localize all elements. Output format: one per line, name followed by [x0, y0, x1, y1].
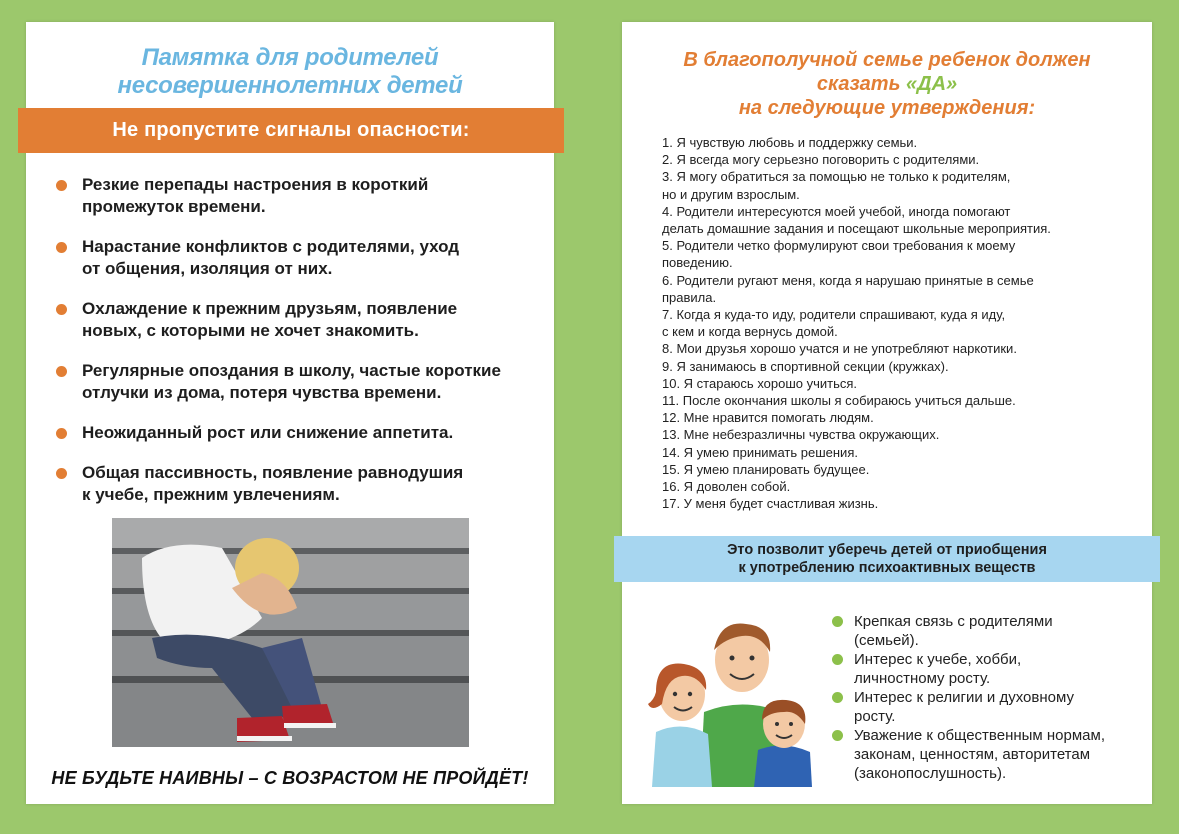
- teen-photo: [112, 518, 469, 747]
- protection-banner: [614, 536, 1160, 582]
- signal-item: Охлаждение к прежним друзьям, появление новых, с которыми не хочет знакомить.: [56, 298, 546, 342]
- statement-item: 17. У меня будет счастливая жизнь.: [662, 496, 879, 512]
- bullet-dot: [56, 366, 67, 377]
- bullet-dot: [56, 242, 67, 253]
- left-title: [26, 44, 554, 100]
- protection-banner-line2: к употреблению психоактивных веществ: [738, 560, 1036, 576]
- green-bullet-dot: [832, 692, 843, 703]
- statement-item: 9. Я занимаюсь в спортивной секции (кружках).: [662, 358, 949, 374]
- green-bullet-dot: [832, 654, 843, 665]
- green-bullet-dot: [832, 730, 843, 741]
- benefits-list: [828, 612, 1128, 783]
- stairs-photo-icon: [112, 518, 469, 747]
- statement-item: 2. Я всегда могу серьезно поговорить с родителями.: [662, 152, 980, 168]
- statement-item: 10. Я стараюсь хорошо учиться.: [662, 375, 858, 391]
- right-title-line1: В благополучной семье ребенок должен: [683, 49, 1091, 71]
- signal-item: Регулярные опоздания в школу, частые короткие отлучки из дома, потеря чувства времени.: [56, 360, 546, 404]
- benefit-item: Интерес к религии и духовному росту.: [828, 688, 1128, 726]
- bullet-dot: [56, 180, 67, 191]
- statement-item: 7. Когда я куда-то иду, родители спрашивают, куда я иду, с кем и когда вернусь домой.: [662, 307, 1006, 340]
- green-bullet-dot: [832, 616, 843, 627]
- signal-item: Общая пассивность, появление равнодушия к учебе, прежним увлечениям.: [56, 462, 546, 506]
- family-icon: [642, 612, 822, 787]
- yes-word: «ДА»: [906, 73, 958, 95]
- benefit-item: Крепкая связь с родителями (семьей).: [828, 612, 1128, 650]
- right-title-line3: на следующие утверждения:: [738, 97, 1036, 119]
- right-panel: [622, 22, 1152, 804]
- bullet-dot: [56, 428, 67, 439]
- statement-item: 12. Мне нравится помогать людям.: [662, 410, 874, 426]
- signal-item: Неожиданный рост или снижение аппетита.: [56, 422, 546, 444]
- right-title-line2: сказать «ДА»: [816, 73, 958, 95]
- statement-item: 8. Мои друзья хорошо учатся и не употребляют наркотики.: [662, 341, 1017, 357]
- statement-item: 15. Я умею планировать будущее.: [662, 461, 870, 477]
- left-title-line2: несовершеннолетних детей: [117, 72, 463, 99]
- statements-list: [662, 134, 1137, 512]
- left-title-line1: Памятка для родителей: [141, 44, 439, 71]
- footer-warning: НЕ БУДЬТЕ НАИВНЫ – С ВОЗРАСТОМ НЕ ПРОЙДЁТ!: [51, 768, 529, 788]
- protection-banner-line1: Это позволит уберечь детей от приобщения: [727, 542, 1047, 558]
- statement-item: 1. Я чувствую любовь и поддержку семьи.: [662, 135, 918, 150]
- signal-item: Нарастание конфликтов с родителями, уход от общения, изоляция от них.: [56, 236, 546, 280]
- benefit-item: Интерес к учебе, хобби, личностному росту.: [828, 650, 1128, 688]
- statement-item: 5. Родители четко формулируют свои требования к моему поведению.: [662, 238, 1016, 271]
- benefit-item: Уважение к общественным нормам, законам, ценностям, авторитетам (законопослушность).: [828, 726, 1128, 783]
- danger-signals-list: [56, 174, 546, 506]
- signal-item: Резкие перепады настроения в короткий промежуток времени.: [56, 174, 546, 218]
- bullet-dot: [56, 468, 67, 479]
- statement-item: 14. Я умею принимать решения.: [662, 444, 858, 460]
- statement-item: 11. После окончания школы я собираюсь учиться дальше.: [662, 393, 1016, 409]
- left-panel: [26, 22, 554, 804]
- bullet-dot: [56, 304, 67, 315]
- statement-item: 16. Я доволен собой.: [662, 479, 791, 495]
- statement-item: 3. Я могу обратиться за помощью не только к родителям, но и другим взрослым.: [662, 169, 1011, 202]
- statement-item: 4. Родители интересуются моей учебой, иногда помогают делать домашние задания и посещают школьные мероприятия.: [662, 203, 1051, 237]
- statement-item: 13. Мне небезразличны чувства окружающих.: [662, 427, 940, 443]
- statement-item: 6. Родители ругают меня, когда я нарушаю принятые в семье правила.: [662, 272, 1034, 305]
- family-illustration: [642, 612, 822, 787]
- right-title: [622, 48, 1152, 120]
- danger-signals-banner: Не пропустите сигналы опасности:: [18, 108, 564, 153]
